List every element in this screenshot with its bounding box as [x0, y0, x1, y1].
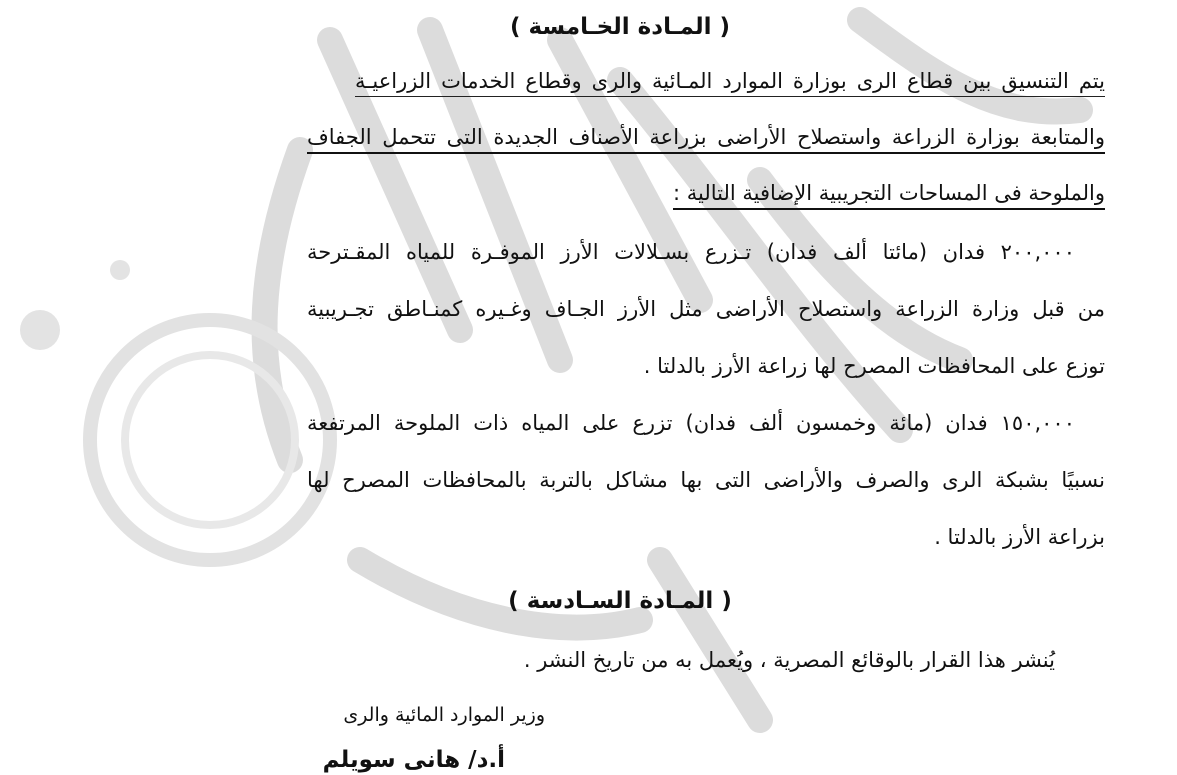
article-5-line-9: بزراعة الأرز بالدلتا . — [934, 525, 1105, 549]
article-6-title: ( المـادة السـادسة ) — [508, 588, 732, 614]
signature-position: وزير الموارد المائية والرى — [343, 704, 545, 726]
article-5-line-8: نسبيًا بشبكة الرى والصرف والأراضى التى بها مشاكل بالتربة بالمحافظات المصرح لها — [307, 468, 1105, 492]
article-6-text: يُنشر هذا القرار بالوقائع المصرية ، ويُعمل به من تاريخ النشر . — [523, 648, 1055, 672]
article-5-line-3: والملوحة فى المساحات التجريبية الإضافية التالية : — [673, 178, 1105, 210]
article-5-line-6: توزع على المحافظات المصرح لها زراعة الأرز بالدلتا . — [643, 354, 1105, 378]
article-5-line-5: من قبل وزارة الزراعة واستصلاح الأراضى مثل الأرز الجـاف وغـيره كمنـاطق تجـريبية — [307, 297, 1105, 321]
article-5-line-2: والمتابعة بوزارة الزراعة واستصلاح الأراضى بزراعة الأصناف الجديدة التى تتحمل الجفاف — [307, 122, 1105, 154]
article-5-title: ( المـادة الخـامسة ) — [509, 14, 731, 40]
article-5-line-7: ١٥٠,٠٠٠ فدان (مائة وخمسون ألف فدان) تزرع على المياه ذات الملوحة المرتفعة — [307, 411, 1075, 435]
article-5-line-4: ٢٠٠,٠٠٠ فدان (مائتا ألف فدان) تـزرع بسـلالات الأرز الموفـرة للمياه المقـترحة — [307, 240, 1075, 264]
article-5-line-1: يتم التنسيق بين قطاع الرى بوزارة الموارد المـائية والرى وقطاع الخدمات الزراعيـة — [355, 66, 1105, 97]
signature-name: أ.د/ هانى سويلم — [322, 747, 505, 773]
